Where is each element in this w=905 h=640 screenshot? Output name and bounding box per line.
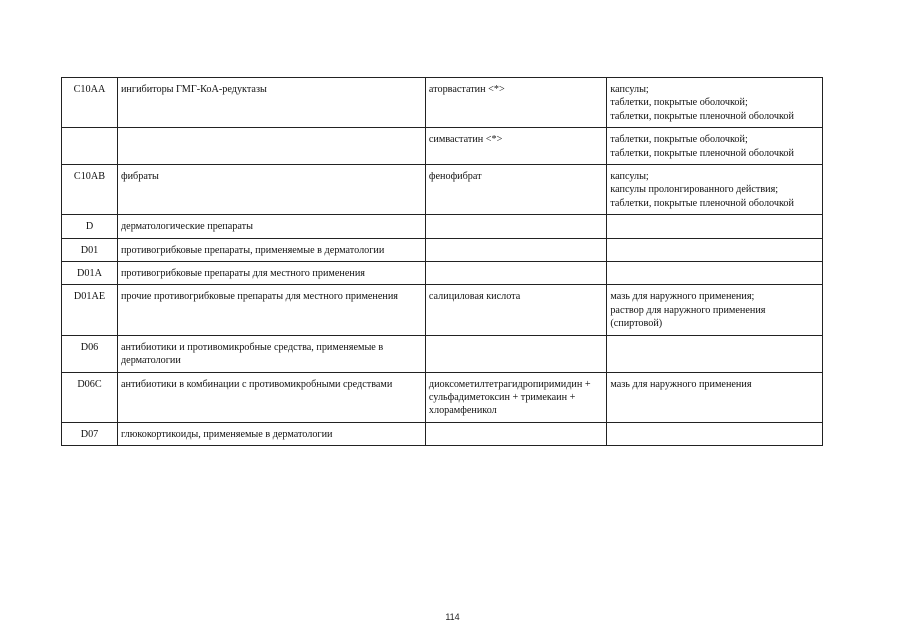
- dosage-form-cell: [607, 422, 823, 445]
- table-row: [62, 262, 823, 285]
- group-name-cell: дерматологические препараты: [117, 215, 425, 238]
- drug-name-cell: [425, 238, 606, 261]
- table-row: [62, 165, 823, 215]
- atc-code-cell: D06: [62, 335, 118, 372]
- drug-name-cell: салициловая кислота: [425, 285, 606, 335]
- dosage-form-cell: [607, 215, 823, 238]
- group-name-cell: антибиотики и противомикробные средства, применяемые в дерматологии: [117, 335, 425, 372]
- atc-code-cell: [62, 128, 118, 165]
- atc-code-cell: C10AB: [62, 165, 118, 215]
- atc-code-cell: C10AA: [62, 78, 118, 128]
- dosage-form-cell: [607, 335, 823, 372]
- table-row: [62, 335, 823, 372]
- table-row: [62, 422, 823, 445]
- group-name-cell: ингибиторы ГМГ-КоА-редуктазы: [117, 78, 425, 128]
- table-row: [62, 285, 823, 335]
- table-row: [62, 78, 823, 128]
- table-row: [62, 215, 823, 238]
- atc-code-cell: D01AE: [62, 285, 118, 335]
- drug-name-cell: [425, 262, 606, 285]
- group-name-cell: противогрибковые препараты для местного применения: [117, 262, 425, 285]
- drug-name-cell: [425, 215, 606, 238]
- atc-code-cell: D01A: [62, 262, 118, 285]
- atc-code-cell: D07: [62, 422, 118, 445]
- page-number: 114: [445, 612, 460, 622]
- drug-list-table: [61, 77, 823, 446]
- dosage-form-cell: [607, 262, 823, 285]
- table-row: [62, 128, 823, 165]
- drug-name-cell: диоксометилтетрагидропиримидин + сульфадиметоксин + тримекаин + хлорамфеникол: [425, 372, 606, 422]
- group-name-cell: антибиотики в комбинации с противомикробными средствами: [117, 372, 425, 422]
- dosage-form-cell: мазь для наружного применения; раствор для наружного применения (спиртовой): [607, 285, 823, 335]
- dosage-form-cell: [607, 238, 823, 261]
- group-name-cell: противогрибковые препараты, применяемые в дерматологии: [117, 238, 425, 261]
- group-name-cell: фибраты: [117, 165, 425, 215]
- group-name-cell: [117, 128, 425, 165]
- dosage-form-cell: капсулы; капсулы пролонгированного действия; таблетки, покрытые пленочной оболочкой: [607, 165, 823, 215]
- drug-name-cell: фенофибрат: [425, 165, 606, 215]
- drug-name-cell: аторвастатин <*>: [425, 78, 606, 128]
- table-row: [62, 372, 823, 422]
- table-row: [62, 238, 823, 261]
- group-name-cell: прочие противогрибковые препараты для местного применения: [117, 285, 425, 335]
- atc-code-cell: D: [62, 215, 118, 238]
- dosage-form-cell: таблетки, покрытые оболочкой; таблетки, покрытые пленочной оболочкой: [607, 128, 823, 165]
- atc-code-cell: D06C: [62, 372, 118, 422]
- dosage-form-cell: капсулы; таблетки, покрытые оболочкой; таблетки, покрытые пленочной оболочкой: [607, 78, 823, 128]
- dosage-form-cell: мазь для наружного применения: [607, 372, 823, 422]
- group-name-cell: глюкокортикоиды, применяемые в дерматологии: [117, 422, 425, 445]
- drug-name-cell: [425, 335, 606, 372]
- drug-name-cell: [425, 422, 606, 445]
- atc-code-cell: D01: [62, 238, 118, 261]
- table-body: [62, 78, 823, 446]
- drug-name-cell: симвастатин <*>: [425, 128, 606, 165]
